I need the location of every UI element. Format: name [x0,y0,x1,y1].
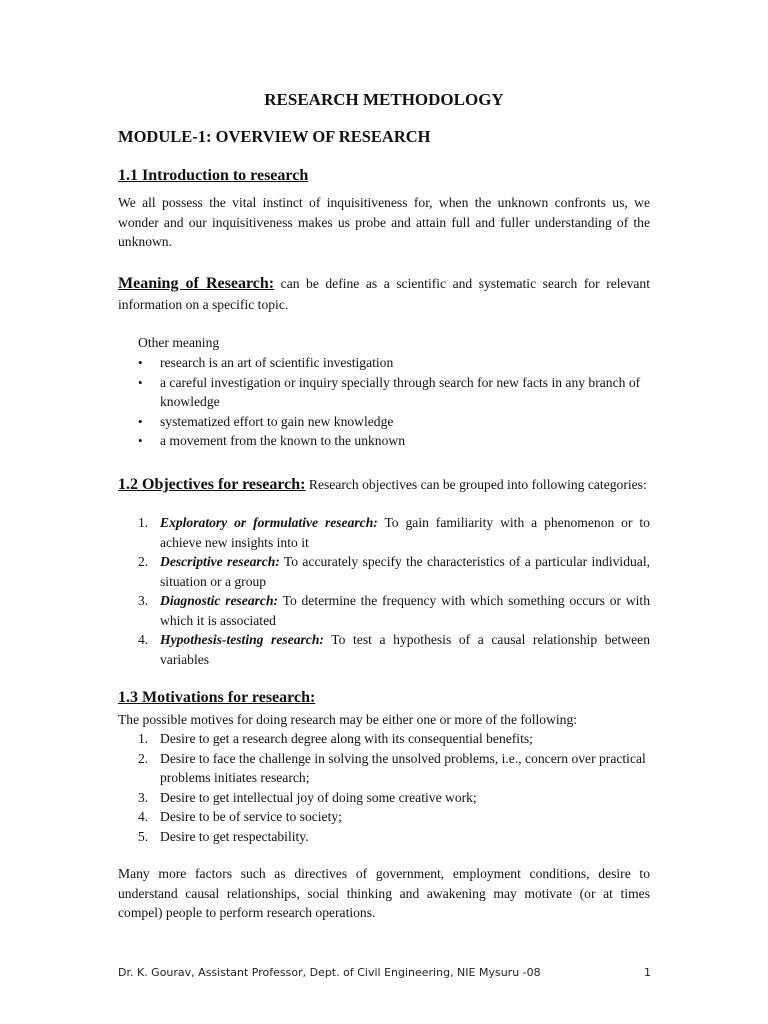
list-number: 4. [138,632,149,647]
list-number: 4. [138,809,149,824]
list-item: • a movement from the known to the unknown [138,431,650,451]
list-number: 3. [138,593,149,608]
list-item: • systematized effort to gain new knowledge [138,412,650,432]
motivation-text: Desire to be of service to society; [160,809,342,824]
section-heading-motivations: 1.3 Motivations for research: [118,689,316,706]
objective-term: Diagnostic research: [160,593,279,608]
motivations-intro: The possible motives for doing research may be either one or more of the following: [118,712,578,727]
meaning-text: can be define as a scientific and systematic search for relevant information on a specific topic. [118,276,650,312]
objectives-list [138,513,650,669]
list-number: 2. [138,554,149,569]
section-heading-objectives: 1.2 Objectives for research: [118,476,306,493]
document-title: RESEARCH METHODOLOGY [264,90,504,109]
list-item [138,827,650,847]
page-number: 1 [644,966,651,979]
objective-text: To test a hypothesis of a causal relationship between variables [160,632,650,667]
list-item: • research is an art of scientific investigation [138,353,650,373]
motivation-text: Desire to get respectability. [160,828,309,844]
list-number: 2. [138,750,149,766]
module-title: MODULE-1: OVERVIEW OF RESEARCH [118,127,431,146]
list-item [138,729,650,749]
list-item [138,630,650,669]
list-item: • a careful investigation or inquiry specially through search for new facts in any branch of knowledge [138,373,650,412]
introduction-paragraph: We all possess the vital instinct of inquisitiveness for, when the unknown confronts us, we wonder and our inquisitiveness makes us probe and attain full and fuller understanding of the unknown. [118,195,650,249]
meaning-paragraph [118,273,650,315]
motivation-text: Desire to face the challenge in solving the unsolved problems, i.e., concern over practical problems initiates research; [160,750,646,785]
closing-paragraph: Many more factors such as directives of government, employment conditions, desire to understand causal relationships, social thinking and awakening may motivate (or at times compel) people to perform research operations. [118,866,650,920]
list-number: 1. [138,731,149,746]
objective-text: To determine the frequency with which something occurs or with which it is associated [160,593,650,628]
other-meaning-list [138,353,650,451]
objectives-intro: Research objectives can be grouped into following categories: [305,477,647,492]
list-item [138,807,650,827]
motivation-text: Desire to get intellectual joy of doing some creative work; [160,789,477,805]
objective-term: Exploratory or formulative research: [160,515,378,530]
objective-text: To gain familiarity with a phenomenon or to achieve new insights into it [160,515,650,550]
list-item [138,552,650,591]
objective-term: Hypothesis-testing research: [160,632,324,647]
list-item [138,788,650,808]
meaning-heading: Meaning of Research: [118,275,275,292]
page-footer [118,966,651,979]
motivations-list [138,729,650,846]
motivation-text: Desire to get a research degree along with its consequential benefits; [160,731,533,746]
other-meaning-label: Other meaning [138,335,220,350]
objectives-paragraph [118,474,650,495]
list-number: 3. [138,789,149,805]
section-heading-introduction: 1.1 Introduction to research [118,167,309,184]
list-number: 5. [138,828,149,844]
list-item [138,749,650,788]
list-number: 1. [138,515,149,530]
footer-author: Dr. K. Gourav, Assistant Professor, Dept. of Civil Engineering, NIE Mysuru -08 [118,966,541,979]
list-item [138,513,650,552]
list-item [138,591,650,630]
objective-text: To accurately specify the characteristics of a particular individual, situation or a group [160,554,650,589]
objective-term: Descriptive research: [160,554,280,569]
